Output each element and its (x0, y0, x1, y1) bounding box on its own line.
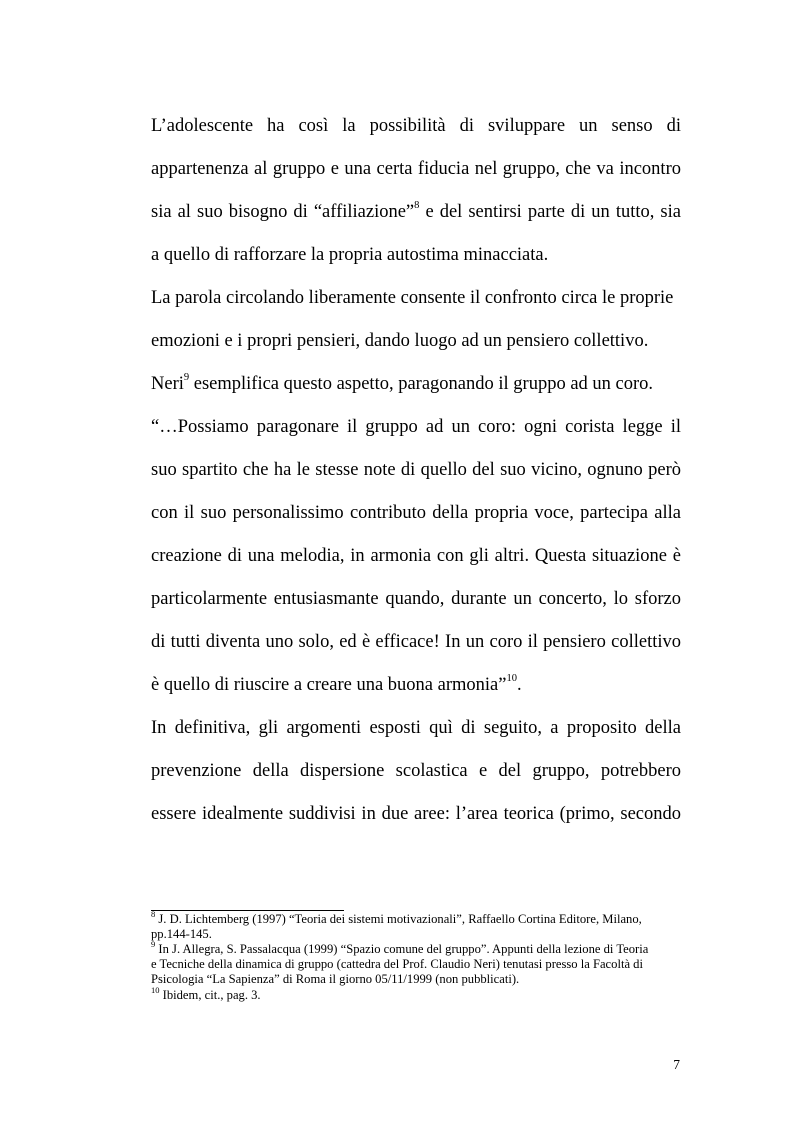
footnote-line (151, 927, 686, 942)
body-line (151, 373, 681, 395)
footnote-line (151, 938, 686, 957)
body-line: creazione di una melodia, in armonia con gli altri. Questa situazione è (151, 546, 681, 566)
body-text: Neri (151, 374, 184, 394)
body-line (151, 674, 681, 696)
body-line: appartenenza al gruppo e una certa fiducia nel gruppo, che va incontro (151, 159, 681, 179)
footnote-mark: 10 (151, 984, 160, 995)
footnote-line (151, 972, 686, 987)
body-line: con il suo personalissimo contributo della propria voce, partecipa alla (151, 503, 681, 523)
body-text: è quello di riuscire a creare una buona armonia” (151, 675, 507, 695)
body-line: La parola circolando liberamente consente il confronto circa le proprie (151, 288, 674, 308)
body-line: In definitiva, gli argomenti esposti quì di seguito, a proposito della (151, 718, 681, 738)
body-line: essere idealmente suddivisi in due aree: l’area teorica (primo, secondo (151, 804, 681, 824)
footnote-line (151, 984, 686, 1003)
body-line (151, 201, 681, 223)
footnote-ref: 8 (414, 199, 420, 211)
body-line: suo spartito che ha le stesse note di quello del suo vicino, ognuno però (151, 460, 681, 480)
footnote-ref: 9 (183, 371, 190, 383)
body-line: di tutti diventa uno solo, ed è efficace! In un coro il pensiero collettivo (151, 632, 681, 652)
footnote-text: J. D. Lichtemberg (1997) “Teoria dei sistemi motivazionali”, Raffaello Cortina Editore, Milano, (155, 912, 642, 926)
body-line: particolarmente entusiasmante quando, durante un concerto, lo sforzo (151, 589, 681, 609)
footnote-separator (151, 910, 344, 911)
footnote-mark: 8 (151, 908, 156, 919)
footnote-text: In J. Allegra, S. Passalacqua (1999) “Spazio comune del gruppo”. Appunti della lezione di Teoria (155, 942, 649, 956)
body-line: L’adolescente ha così la possibilità di sviluppare un senso di (151, 116, 681, 136)
body-line: emozioni e i propri pensieri, dando luogo ad un pensiero collettivo. (151, 331, 649, 351)
body-text: e del sentirsi parte di un tutto, sia (419, 202, 681, 222)
body-line: prevenzione della dispersione scolastica e del gruppo, potrebbero (151, 761, 681, 781)
footnote-line (151, 908, 686, 927)
footnote-line (151, 957, 686, 972)
footnote-text: Psicologia “La Sapienza” di Roma il giorno 05/11/1999 (non pubblicati). (151, 972, 520, 986)
footnote-text: e Tecniche della dinamica di gruppo (cattedra del Prof. Claudio Neri) tenutasi presso la Facoltà di (151, 957, 643, 971)
body-text: . (516, 675, 522, 695)
footnote-ref: 10 (506, 672, 517, 684)
body-line: a quello di rafforzare la propria autostima minacciata. (151, 245, 549, 265)
footnote-mark: 9 (151, 938, 156, 949)
page-number: 7 (673, 1057, 680, 1072)
footnote-text: Ibidem, cit., pag. 3. (159, 988, 261, 1002)
footnote-text: pp.144-145. (151, 927, 212, 941)
body-text: sia al suo bisogno di “affiliazione” (151, 202, 415, 222)
body-line: “…Possiamo paragonare il gruppo ad un coro: ogni corista legge il (151, 417, 681, 437)
body-text: esemplifica questo aspetto, paragonando il gruppo ad un coro. (189, 374, 654, 394)
